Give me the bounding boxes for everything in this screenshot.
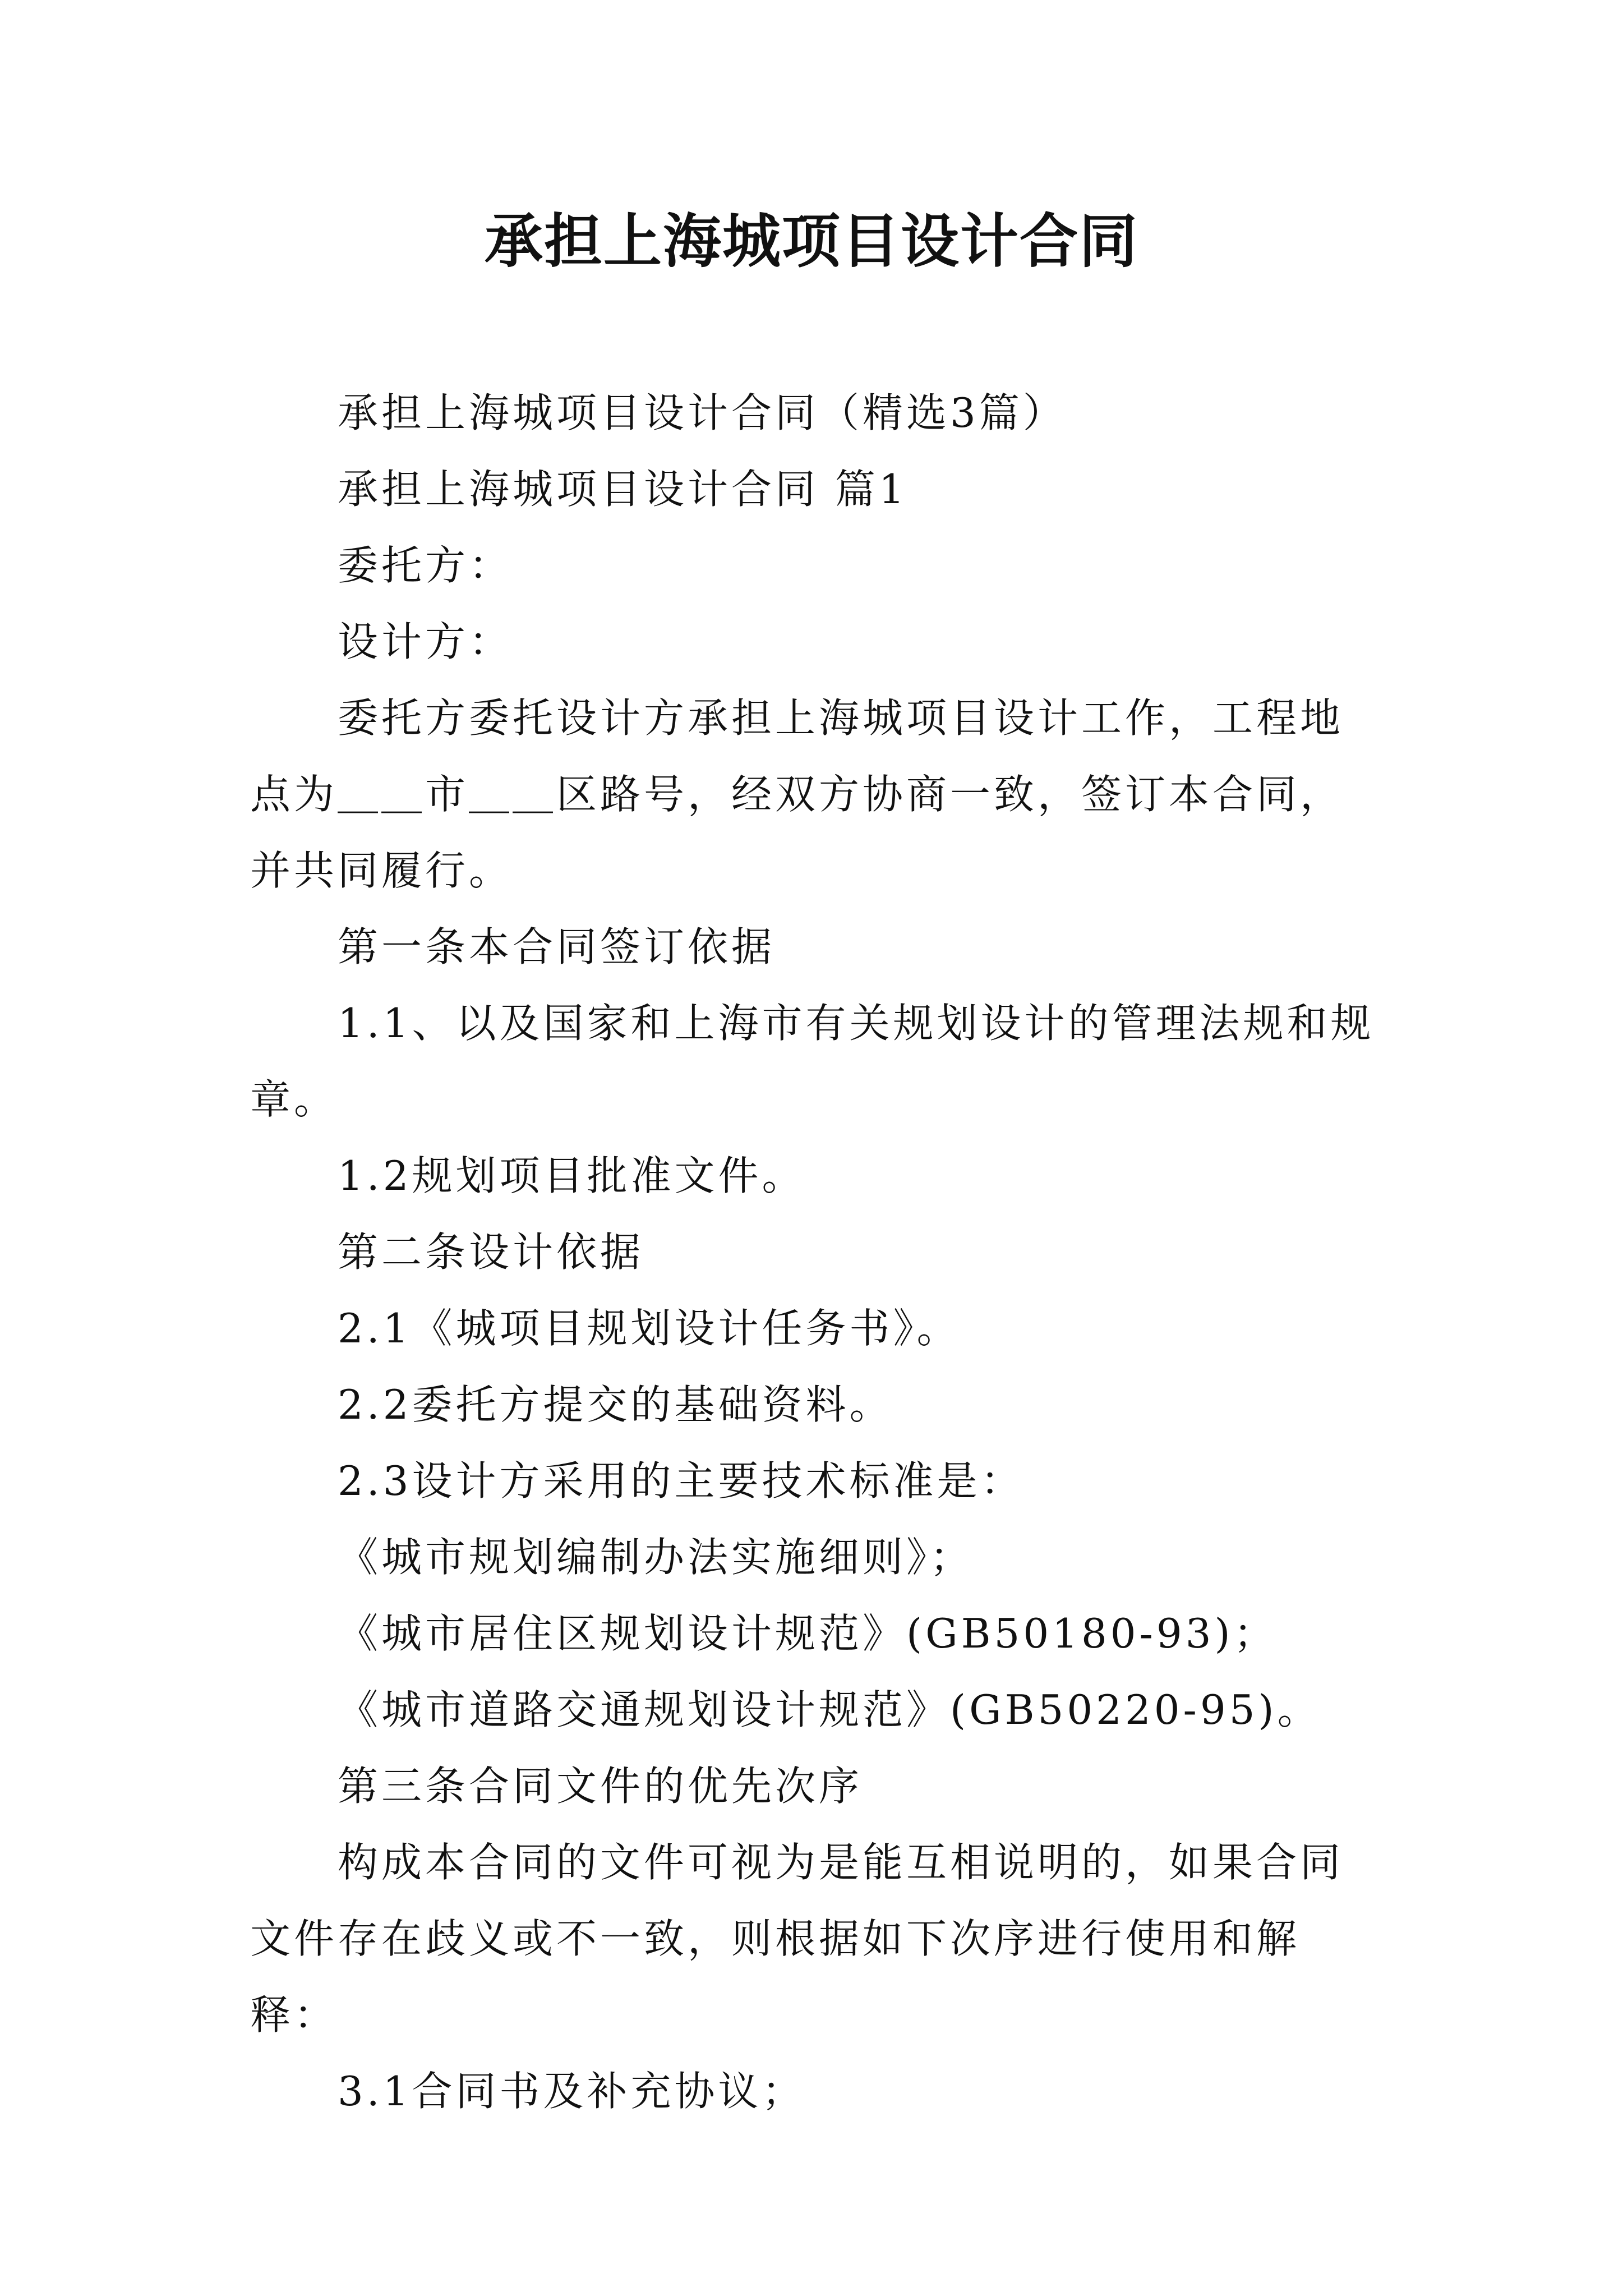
paragraph-2-1: 2.1《城项目规划设计任务书》。 <box>338 1305 961 1352</box>
paragraph-3-1: 3.1合同书及补充协议； <box>338 2068 806 2115</box>
paragraph-heading-part1: 承担上海城项目设计合同 篇1 <box>338 466 908 513</box>
paragraph-article-2: 第二条设计依据 <box>338 1228 644 1276</box>
document-title: 承担上海城项目设计合同 <box>484 207 1138 275</box>
paragraph-designer: 设计方： <box>338 618 513 665</box>
paragraph-standard-3: 《城市道路交通规划设计规范》(GB50220-95)。 <box>338 1686 1321 1733</box>
paragraph-2-3: 2.3设计方采用的主要技术标准是： <box>338 1457 1025 1504</box>
paragraph-1-2: 1.2规划项目批准文件。 <box>338 1152 806 1199</box>
document-body <box>250 375 1383 2129</box>
paragraph-intro: 委托方委托设计方承担上海城项目设计工作，工程地点为＿＿市＿＿区路号，经双方协商一致，签订本合同，并共同履行。 <box>250 694 1344 894</box>
paragraph-heading-collection: 承担上海城项目设计合同（精选3篇） <box>338 389 1067 436</box>
paragraph-article-3: 第三条合同文件的优先次序 <box>338 1763 863 1810</box>
paragraph-2-2: 2.2委托方提交的基础资料。 <box>338 1381 893 1428</box>
paragraph-client: 委托方： <box>338 542 513 589</box>
paragraph-precedence: 构成本合同的文件可视为是能互相说明的，如果合同文件存在歧义或不一致，则根据如下次序进行使用和解释： <box>250 1839 1344 2039</box>
paragraph-1-1: 1.1、以及国家和上海市有关规划设计的管理法规和规章。 <box>250 1000 1375 1123</box>
paragraph-standard-1: 《城市规划编制办法实施细则》； <box>338 1534 974 1581</box>
paragraph-article-1: 第一条本合同签订依据 <box>338 923 776 970</box>
paragraph-standard-2: 《城市居住区规划设计规范》(GB50180-93)； <box>338 1610 1278 1657</box>
